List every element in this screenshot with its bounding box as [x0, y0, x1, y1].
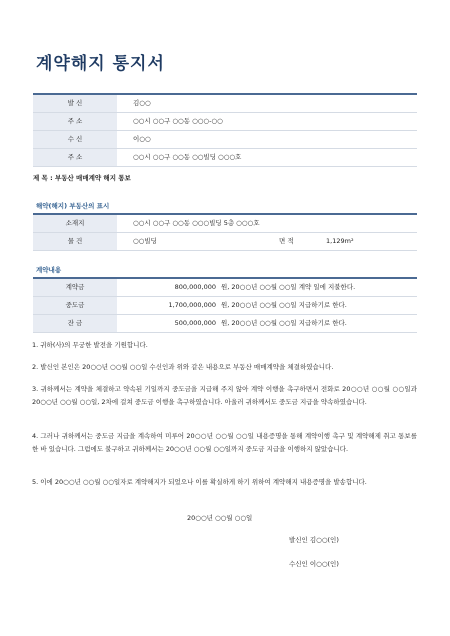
sender-name-row: [33, 95, 417, 113]
contract-row-interim: [33, 297, 417, 315]
document-title: 계약해지 통지서: [36, 54, 165, 74]
receiver-address-label: 주 소: [33, 149, 117, 166]
document-date: 20○○년 ○○월 ○○일: [187, 514, 253, 522]
area-label: 면 적: [279, 237, 294, 245]
paragraph-4: 4. 그러나 귀하께서는 중도금 지급을 계속하여 미루어 20○○년 ○○월 ○○일 내용증명을 통해 계약이행 촉구 및 계약해제 취고 통보를 한 바 있습니다. 그럼에도 불구하고 귀하께서는 20○○년 ○○월 ○○일까지 중도금 지급을 이행하지 않았습니다.: [32, 432, 417, 453]
subject-line: 제 목 : 부동산 매매계약 해지 통보: [33, 174, 131, 182]
area-value: 1,129m²: [326, 237, 354, 245]
sender-name: 김○○: [133, 99, 151, 107]
receiver-name-row: [33, 131, 417, 149]
interim-label: 중도금: [33, 297, 117, 314]
balance-text: 원, 20○○년 ○○월 ○○일 지급하기로 한다.: [221, 319, 347, 327]
interim-text: 원, 20○○년 ○○월 ○○일 지급하기로 한다.: [221, 301, 347, 309]
receiver-signature: 수신인 이○○(인): [289, 560, 339, 568]
sender-signature: 발신인 김○○(인): [289, 536, 339, 544]
contract-row-deposit: [33, 279, 417, 297]
receiver-name: 이○○: [133, 135, 151, 143]
paragraph-3: 3. 귀하께서는 계약을 체결하고 약속된 기일까지 중도금을 지급해 주지 않아 계약 이행을 촉구하면서 전화로 20○○년 ○○월 ○○일과 20○○년 ○○월 ○○일, 2차에 걸쳐 중도금 이행을 촉구하였습니다. 아울러 귀하께서도 중도금 지급을 약속하였습니다.: [32, 385, 417, 406]
item-row: [33, 233, 417, 251]
sender-label: 발 신: [33, 95, 117, 112]
deposit-text: 원, 20○○년 ○○월 ○○일 계약 일에 지불한다.: [221, 283, 356, 291]
sender-address: ○○시 ○○구 ○○동 ○○○-○○: [133, 117, 223, 125]
receiver-address-row: [33, 149, 417, 167]
contract-row-balance: [33, 315, 417, 333]
interim-amount: 1,700,000,000: [168, 301, 216, 309]
sender-address-row: [33, 113, 417, 131]
location-label: 소재지: [33, 215, 117, 232]
parties-table: [33, 93, 417, 167]
balance-label: 잔 금: [33, 315, 117, 332]
sender-address-label: 주 소: [33, 113, 117, 130]
receiver-label: 수 신: [33, 131, 117, 148]
location-value: ○○시 ○○구 ○○동 ○○○빌딩 5층 ○○○호: [133, 219, 260, 227]
paragraph-1: 1. 귀하(사)의 무궁한 발전을 기원합니다.: [32, 341, 148, 349]
deposit-label: 계약금: [33, 279, 117, 296]
paragraph-5: 5. 이에 20○○년 ○○월 ○○일자로 계약해지가 되었으나 이를 확실하게 하기 위하여 계약해지 내용증명을 발송합니다.: [32, 478, 367, 486]
item-value: ○○빌딩: [133, 237, 157, 245]
property-table: [33, 213, 417, 251]
location-row: [33, 215, 417, 233]
property-section-title: 해약(해지) 부동산의 표시: [36, 202, 110, 210]
contract-section-title: 계약내용: [36, 266, 62, 274]
deposit-amount: 800,000,000: [174, 283, 216, 291]
balance-amount: 500,000,000: [174, 319, 216, 327]
contract-table: [33, 277, 417, 333]
receiver-address: ○○시 ○○구 ○○동 ○○빌딩 ○○○호: [133, 153, 242, 161]
item-label: 물 건: [33, 233, 117, 250]
paragraph-2: 2. 발신인 본인은 20○○년 ○○월 ○○일 수신인과 위와 같은 내용으로 부동산 매매계약을 체결하였습니다.: [32, 363, 334, 371]
